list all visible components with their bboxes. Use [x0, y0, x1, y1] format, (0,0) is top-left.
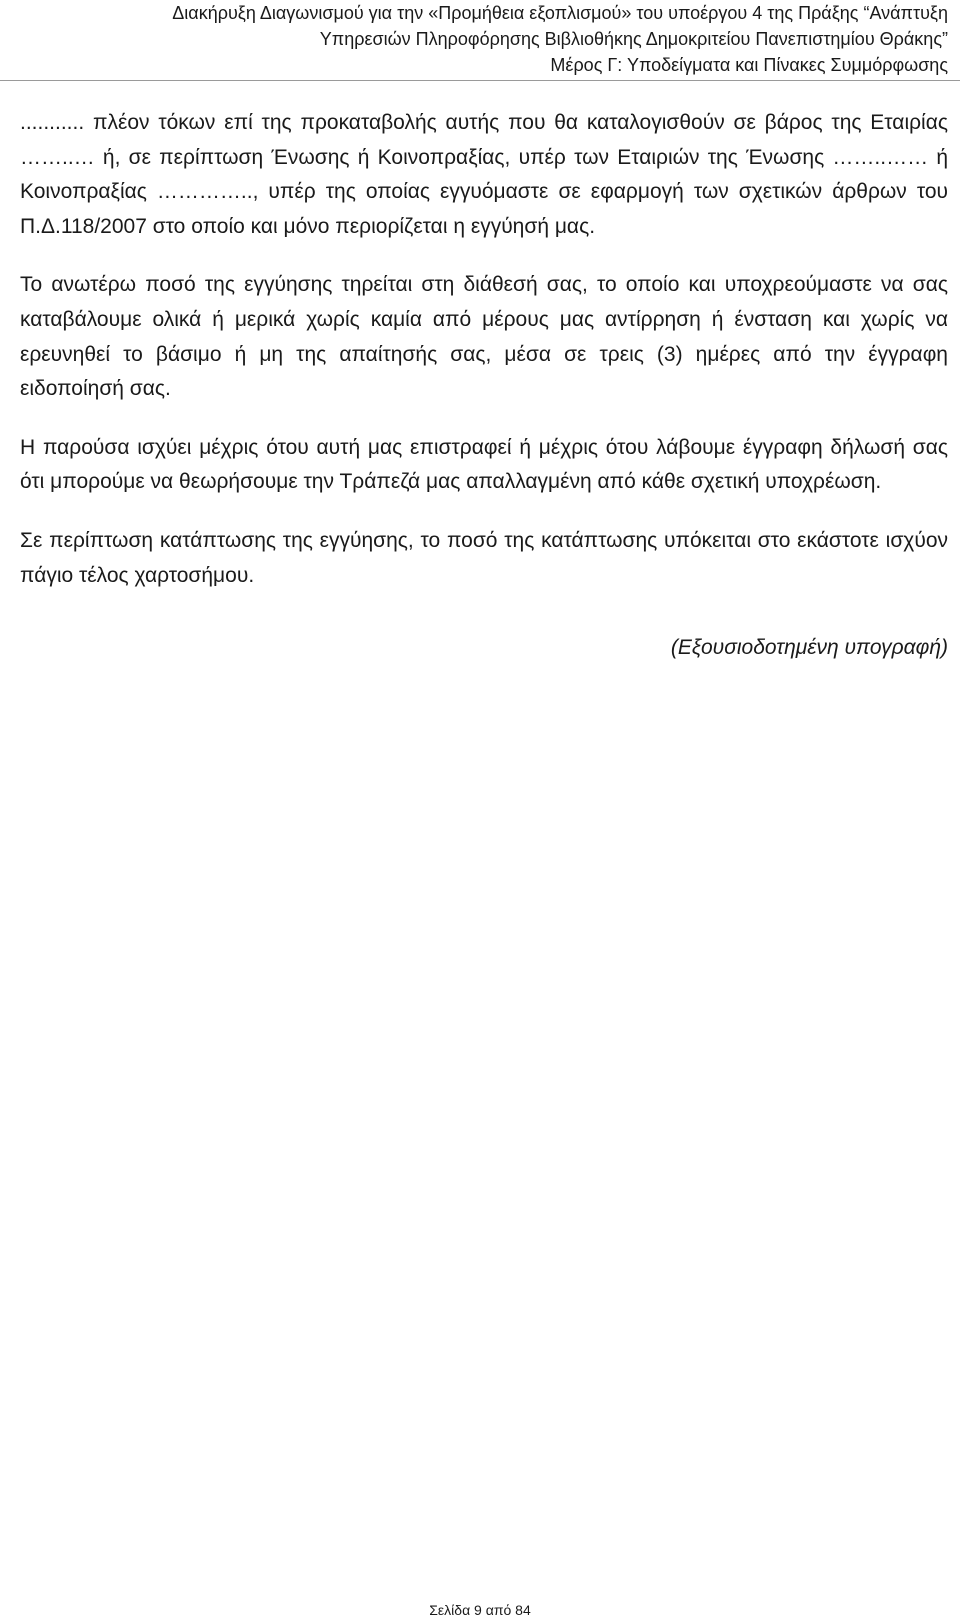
paragraph-guarantee-availability: Το ανωτέρω ποσό της εγγύησης τηρείται στη διάθεσή σας, το οποίο και υποχρεούμαστε να σας καταβάλουμε ολικά ή μερικά χωρίς καμία από μέρους μας αντίρρηση ή ένσταση και χωρίς να ερευνηθεί το βάσιμο ή μη της απαίτησής σας, μέσα σε τρεις (3) ημέρες από την έγγραφη ειδοποίησή σας. — [20, 273, 948, 401]
header-divider — [0, 80, 960, 81]
header-title-line-2: Υπηρεσιών Πληροφόρησης Βιβλιοθήκης Δημοκριτείου Πανεπιστημίου Θράκης” — [319, 29, 948, 49]
authorized-signature-label: (Εξουσιοδοτημένη υπογραφή) — [670, 636, 948, 660]
paragraph-guarantee-interest: ........... πλέον τόκων επί της προκαταβολής αυτής που θα καταλογισθούν σε βάρος της Εταιρίας ……..… ή, σε περίπτωση Ένωσης ή Κοινοπραξίας, υπέρ των Εταιριών της Ένωσης ……..…… ή Κοινοπραξίας ………….., υπέρ της οποίας εγγυόμαστε σε εφαρμογή των σχετικών άρθρων του Π.Δ.118/2007 στο οποίο και μόνο περιορίζεται η εγγύησή μας. — [20, 111, 948, 238]
header-section-title: Μέρος Γ: Υποδείγματα και Πίνακες Συμμόρφωσης — [550, 55, 948, 75]
page-header — [20, 0, 948, 78]
header-title-line-1: Διακήρυξη Διαγωνισμού για την «Προμήθεια εξοπλισμού» του υποέργου 4 της Πράξης “Ανάπτυξη — [172, 3, 948, 23]
document-body — [20, 106, 948, 666]
paragraph-guarantee-validity: Η παρούσα ισχύει μέχρις ότου αυτή μας επιστραφεί ή μέχρις ότου λάβουμε έγγραφη δήλωσή σας ότι μπορούμε να θεωρήσουμε την Τράπεζά μας απαλλαγμένη από κάθε σχετική υποχρέωση. — [20, 435, 948, 494]
page-number: Σελίδα 9 από 84 — [429, 1602, 531, 1618]
paragraph-stamp-duty: Σε περίπτωση κατάπτωσης της εγγύησης, το ποσό της κατάπτωσης υπόκειται στο εκάστοτε ισχύον πάγιο τέλος χαρτοσήμου. — [20, 528, 948, 587]
